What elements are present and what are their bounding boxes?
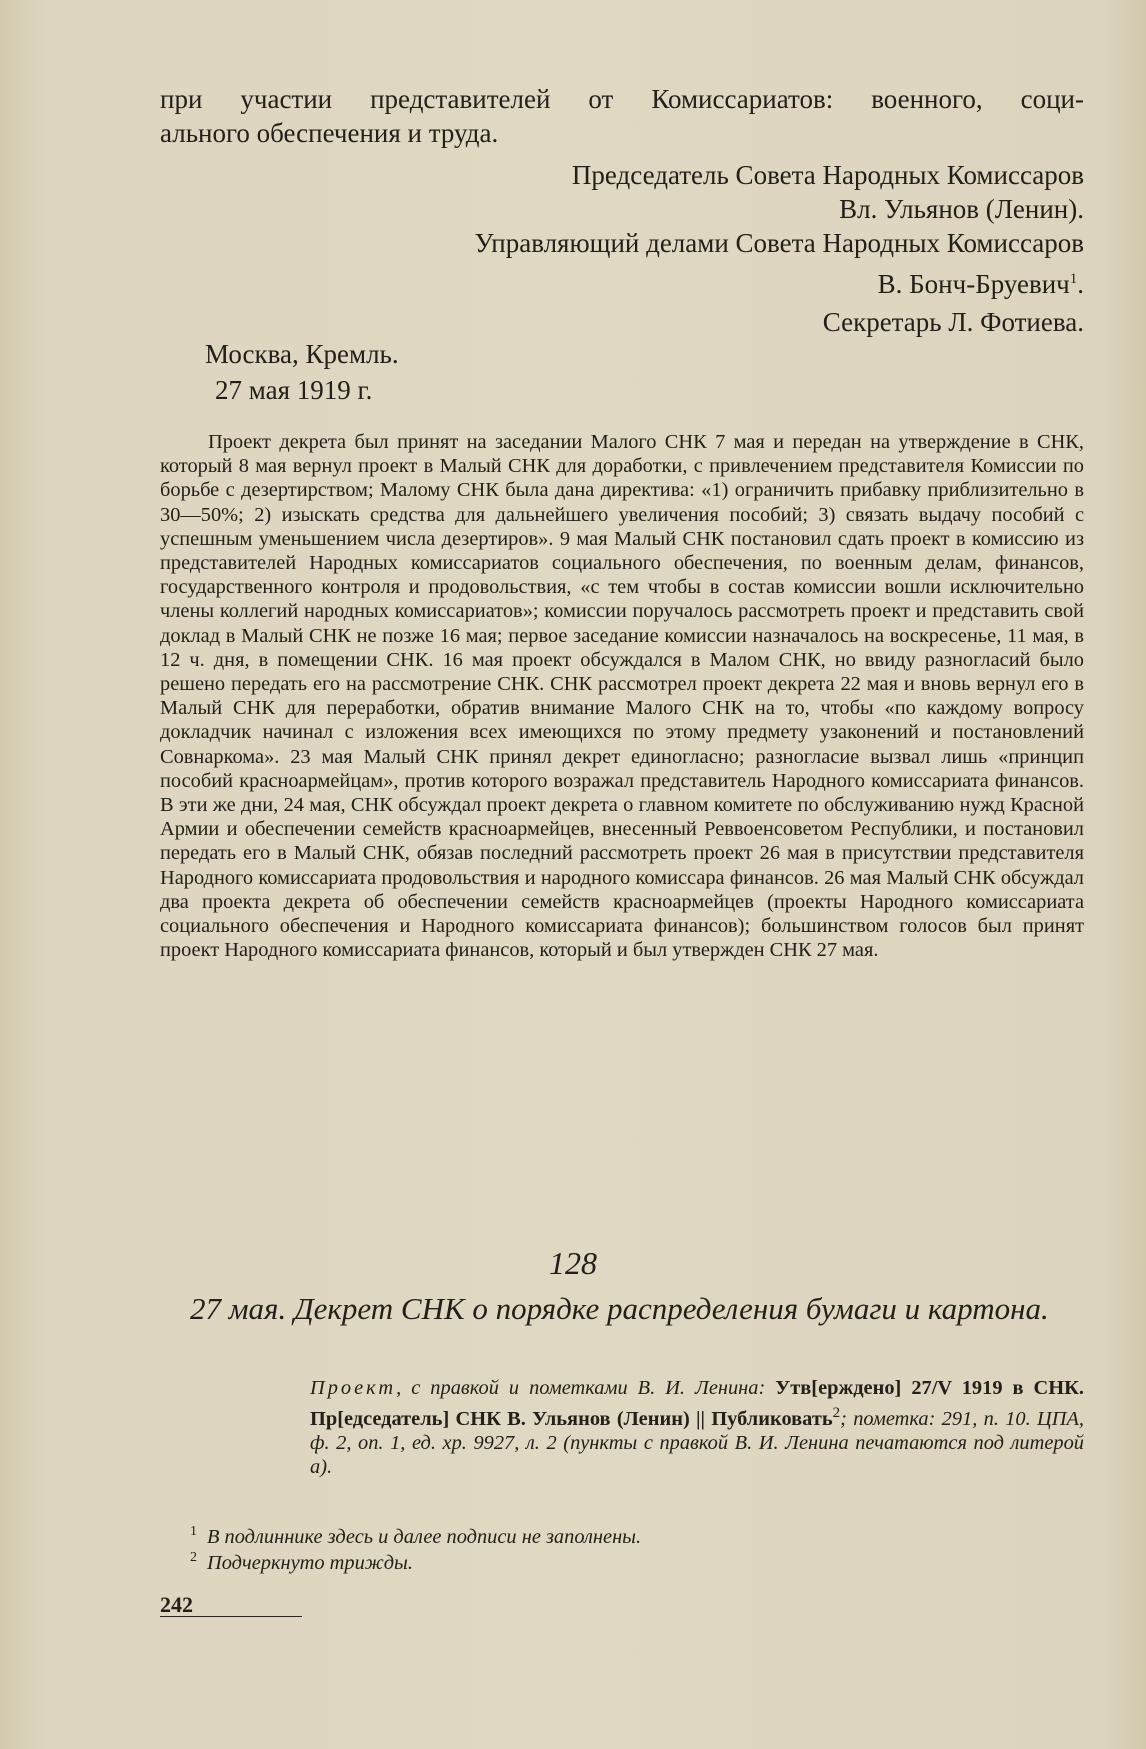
manager-name-end: . bbox=[1077, 269, 1084, 299]
editorial-note: Проект декрета был принят на заседании Малого СНК 7 мая и передан на утверждение в СНК, который 8 мая вернул проект в Малый СНК для доработки, с привлечением представителя Комиссии по борьбе с дезертирством; Малому СНК была дана директива: «1) ограничить прибавку приблизительно в 30—50%; 2) изыскать средства для дальнейшего увеличения пособий; 3) связать выдачу пособий с успешным уменьшением числа дезертиров». 9 мая Малый СНК постановил сдать проект в комиссию из представителей Народных комиссариатов социального обеспечения, по военным делам, финансов, государственного контроля и продовольствия, «с тем чтобы в состав комиссии вошли исключительно члены коллегий народных комиссариатов»; комиссии поручалось рассмотреть проект и представить свой доклад в Малый СНК не позже 16 мая; первое заседание комиссии назначалось на воскресенье, 11 мая, в 12 ч. дня, в помещении СНК. 16 мая проект обсуждался в Малом СНК, но ввиду разногласий было решено передать его на рассмотрение СНК. СНК рассмотрел проект декрета 22 мая и вновь вернул его в Малый СНК для переработки, обратив внимание Малого СНК на то, чтобы «по каждому вопросу докладчик начинал с изложения всех имеющихся по этому предмету узаконений и постановлений Совнаркома». 23 мая Малый СНК принял декрет единогласно; разногласие вызвал лишь «принцип пособий красноармейцам», против которого возражал представитель Народного комиссариата финансов. В эти же дни, 24 мая, СНК обсуждал проект декрета о главном комитете по обслуживанию нужд Красной Армии и обеспечении семейств красноармейцев, внесенный Реввоенсоветом Республики, и постановил передать его в Малый СНК, обязав последний рассмотреть проект 26 мая в присутствии представителя Народного комиссариата продовольствия и народного комиссара финансов. 26 мая Малый СНК обсуждал два проекта декрета об обеспечении семейств красноармейцев (проекты Народного комиссариата социального обеспечения и Народного комиссариата финансов); большинством голосов был принят проект Народного комиссариата финансов, который и был утвержден СНК 27 мая. bbox=[160, 431, 1084, 962]
place: Москва, Кремль. bbox=[205, 339, 399, 369]
source-description bbox=[310, 1376, 1084, 1480]
opening-line-1: при участии представителей от Комиссариатов: военного, соци- bbox=[160, 84, 1084, 114]
opening-paragraph bbox=[160, 82, 1084, 150]
footnote-ref-2: 2 bbox=[832, 1404, 841, 1421]
footnote-ref-1: 1 bbox=[1069, 271, 1078, 287]
page-number: 242 bbox=[160, 1592, 193, 1617]
document-title: 27 мая. Декрет СНК о порядке распределения бумаги и картона. bbox=[190, 1291, 1049, 1326]
footnote-1 bbox=[190, 1524, 641, 1549]
chairman-name: Вл. Ульянов (Ленин). bbox=[839, 194, 1084, 224]
footnote-2-mark: 2 bbox=[190, 1550, 197, 1565]
footnote-2 bbox=[190, 1550, 413, 1575]
source-approval: Утв[ерждено] 27/V 1919 в СНК. Пр[едседатель] СНК В. Ульянов (Ленин) || Публиковать bbox=[310, 1377, 1084, 1430]
chairman-title: Председатель Совета Народных Комиссаров bbox=[571, 160, 1084, 190]
footnote-1-text: В подлиннике здесь и далее подписи не заполнены. bbox=[207, 1525, 642, 1548]
document-number: 128 bbox=[549, 1245, 597, 1281]
source-intro: , с правкой и пометками В. И. Ленина: bbox=[396, 1377, 776, 1399]
footnote-2-text: Подчеркнуто трижды. bbox=[207, 1551, 413, 1574]
manager-title: Управляющий делами Совета Народных Комиссаров bbox=[474, 228, 1084, 258]
manager-signature bbox=[878, 262, 1084, 301]
manager-name: В. Бонч-Бруевич bbox=[877, 269, 1070, 299]
source-spaced-word: Проект bbox=[310, 1377, 397, 1399]
source-rest: ; пометка: 291, п. 10. ЦПА, ф. 2, оп. 1, ед. хр. 9927, л. 2 (пункты с правкой В. И. Ленина печатаются под литерой а). bbox=[310, 1407, 1085, 1479]
opening-line-2: ального обеспечения и труда. bbox=[160, 118, 499, 148]
date: 27 мая 1919 г. bbox=[215, 375, 373, 405]
secretary-signature: Секретарь Л. Фотиева. bbox=[822, 307, 1084, 337]
footnote-1-mark: 1 bbox=[190, 1524, 197, 1539]
